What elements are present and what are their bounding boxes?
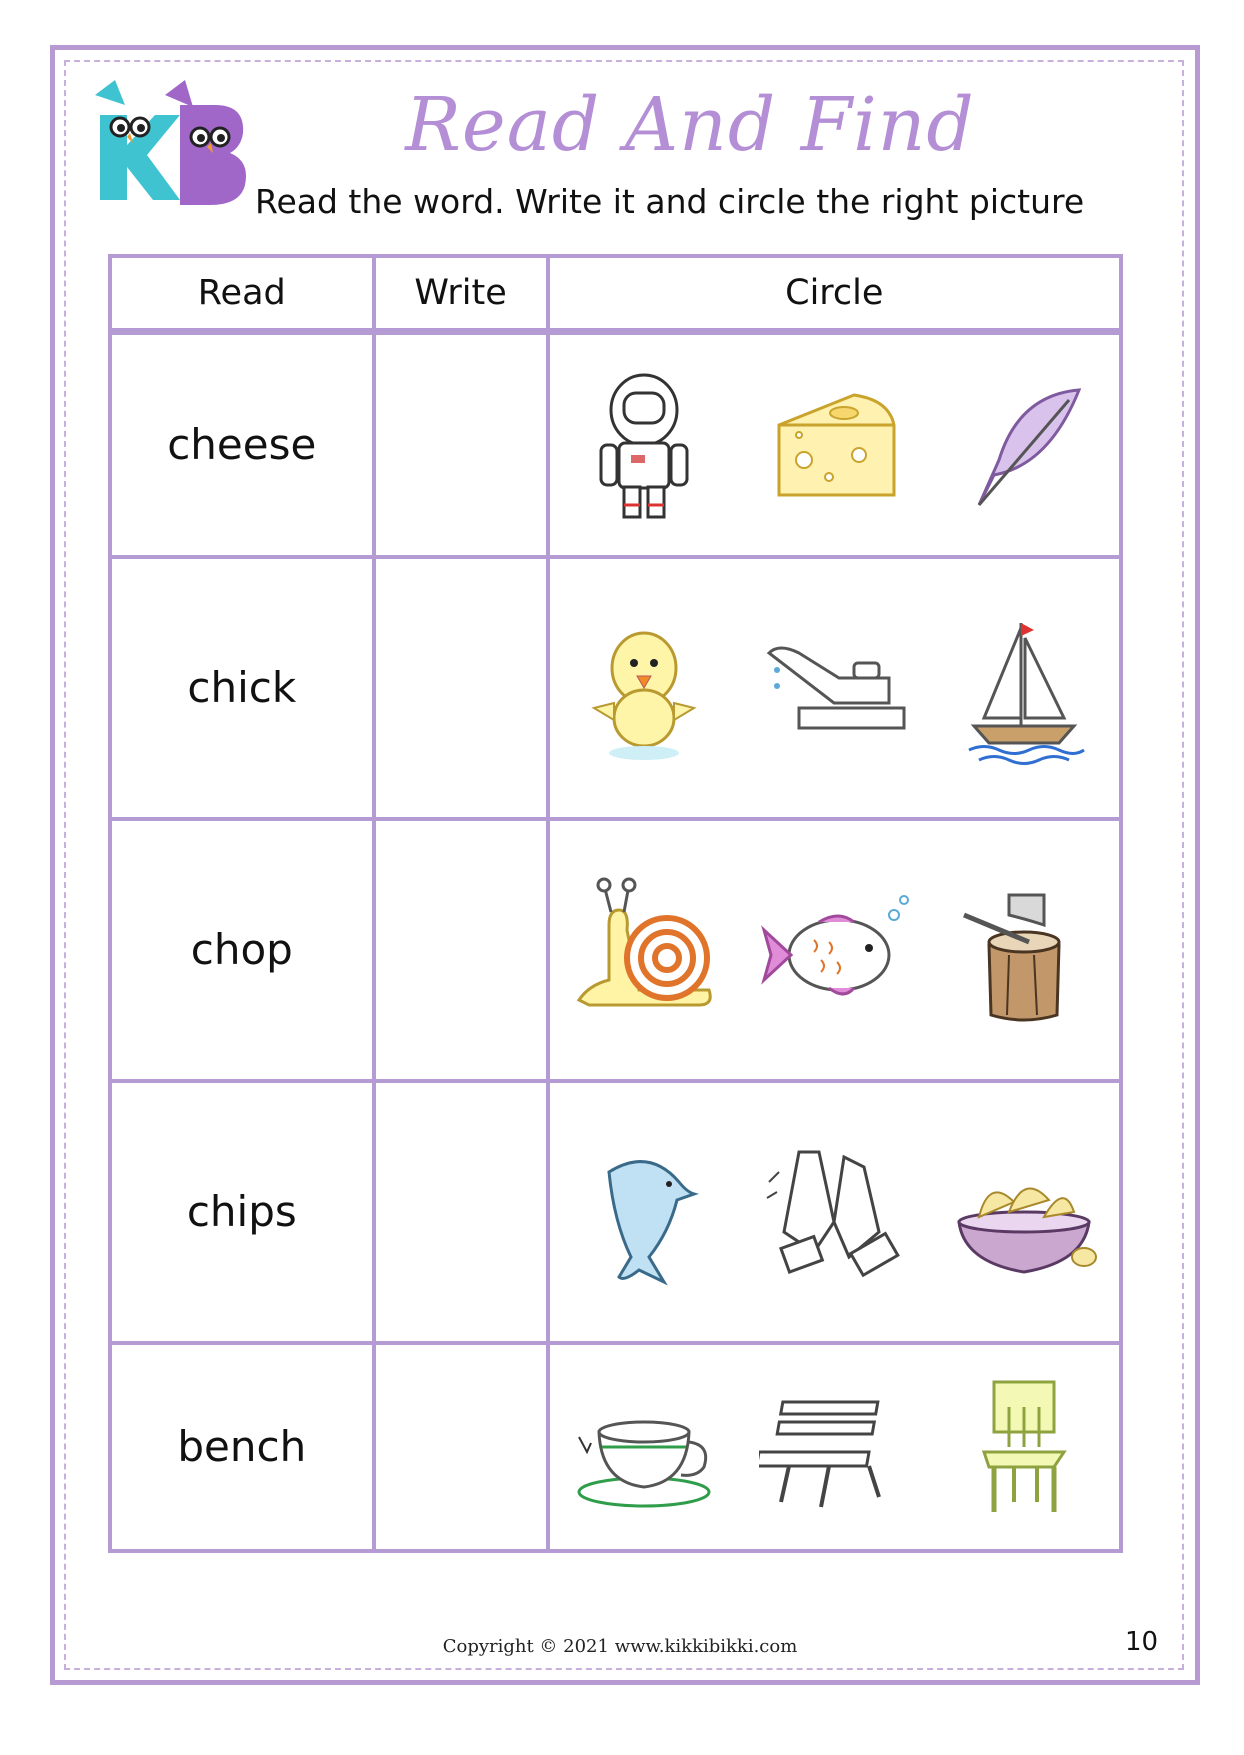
instruction-text: Read the word. Write it and circle the right picture	[255, 182, 1085, 221]
faucet-icon[interactable]	[759, 608, 909, 768]
astronaut-icon[interactable]	[569, 365, 719, 525]
table-row	[110, 1343, 1121, 1551]
write-cell[interactable]	[374, 1081, 548, 1343]
write-cell[interactable]	[374, 332, 548, 557]
dolphin-icon[interactable]	[569, 1132, 719, 1292]
write-cell[interactable]	[374, 557, 548, 819]
column-header-write: Write	[374, 256, 548, 332]
teacup-icon[interactable]	[569, 1367, 719, 1527]
write-cell[interactable]	[374, 819, 548, 1081]
table-row	[110, 332, 1121, 557]
table-row	[110, 557, 1121, 819]
bench-icon[interactable]	[759, 1367, 909, 1527]
read-word: bench	[110, 1343, 374, 1551]
circle-cell	[548, 332, 1121, 557]
read-word: cheese	[110, 332, 374, 557]
column-header-read: Read	[110, 256, 374, 332]
circle-cell	[548, 557, 1121, 819]
snail-icon[interactable]	[569, 870, 719, 1030]
cheese-icon[interactable]	[759, 365, 909, 525]
circle-cell	[548, 819, 1121, 1081]
copyright-text: Copyright © 2021 www.kikkibikki.com	[442, 1636, 798, 1657]
worksheet-table	[108, 254, 1123, 1553]
table-header-row	[110, 256, 1121, 332]
write-cell[interactable]	[374, 1343, 548, 1551]
chips-bowl-icon[interactable]	[949, 1132, 1099, 1292]
circle-cell	[548, 1081, 1121, 1343]
circle-cell	[548, 1343, 1121, 1551]
column-header-circle: Circle	[548, 256, 1121, 332]
page-title: Read And Find	[405, 82, 975, 168]
fish-icon[interactable]	[759, 870, 909, 1030]
read-word: chips	[110, 1081, 374, 1343]
sailboat-icon[interactable]	[949, 608, 1099, 768]
feather-icon[interactable]	[949, 365, 1099, 525]
axe-stump-icon[interactable]	[949, 870, 1099, 1030]
table-row	[110, 819, 1121, 1081]
read-word: chop	[110, 819, 374, 1081]
read-word: chick	[110, 557, 374, 819]
kb-logo-icon	[85, 75, 255, 215]
clapping-hands-icon[interactable]	[759, 1132, 909, 1292]
page-number: 10	[1125, 1627, 1159, 1657]
table-row	[110, 1081, 1121, 1343]
chick-icon[interactable]	[569, 608, 719, 768]
chair-icon[interactable]	[949, 1367, 1099, 1527]
